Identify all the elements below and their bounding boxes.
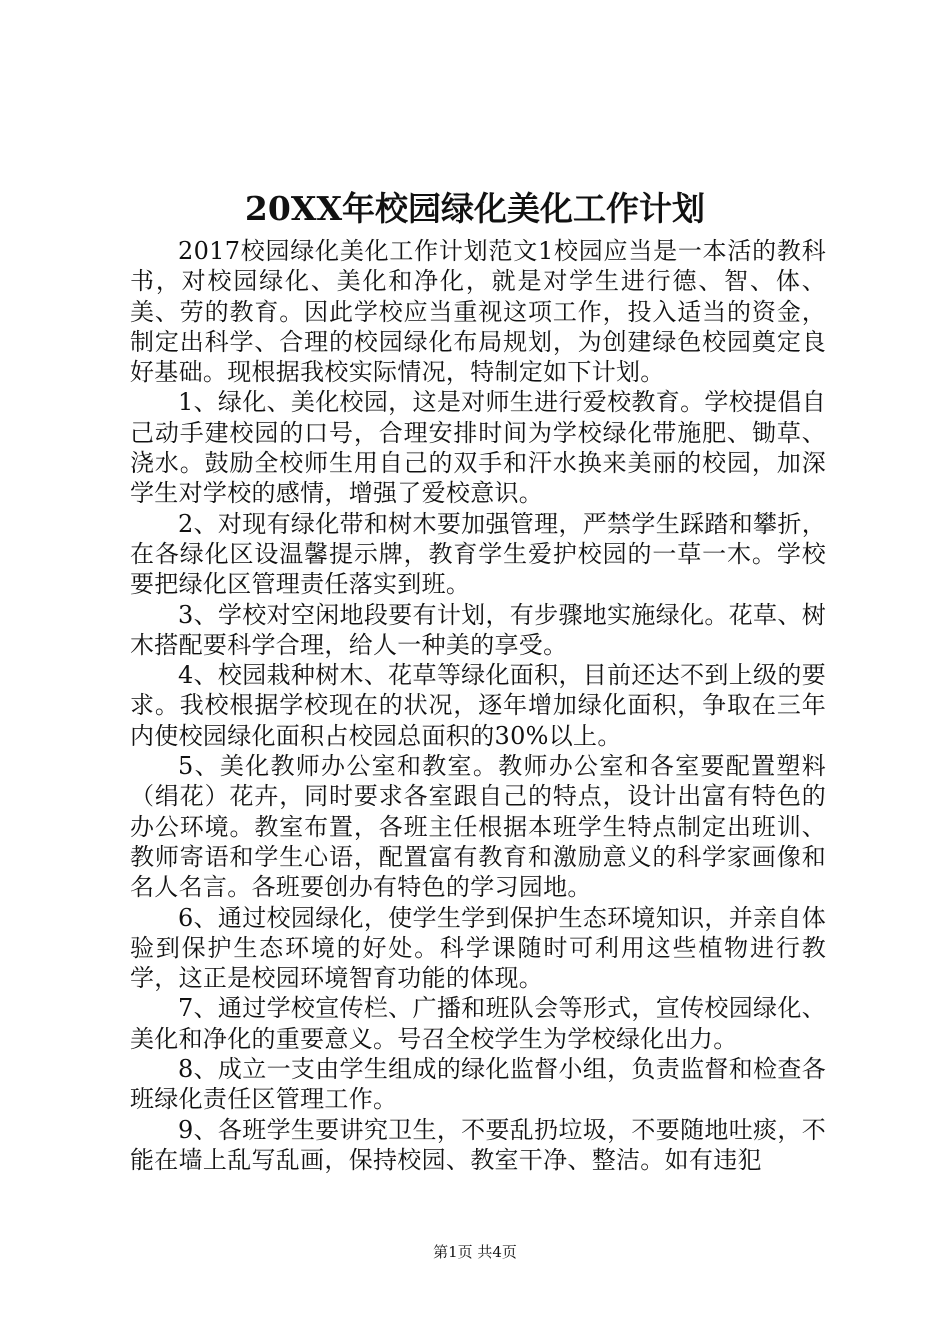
paragraph-item-1: 1、绿化、美化校园，这是对师生进行爱校教育。学校提倡自己动手建校园的口号，合理安排时间为学校绿化带施肥、锄草、浇水。鼓励全校师生用自己的双手和汗水换来美丽的校园，加深学生对学校的感情，增强了爱校意识。 bbox=[130, 388, 826, 508]
document-title: 20XX年校园绿化美化工作计划 bbox=[244, 189, 706, 228]
paragraph-item-9: 9、各班学生要讲究卫生，不要乱扔垃圾，不要随地吐痰，不能在墙上乱写乱画，保持校园、教室干净、整洁。如有违犯 bbox=[130, 1115, 826, 1174]
paragraph-item-7: 7、通过学校宣传栏、广播和班队会等形式，宣传校园绿化、美化和净化的重要意义。号召全校学生为学校绿化出力。 bbox=[130, 994, 826, 1053]
page-number-footer: 第1页 共4页 bbox=[433, 1243, 517, 1261]
paragraph-item-6: 6、通过校园绿化，使学生学到保护生态环境知识，并亲自体验到保护生态环境的好处。科学课随时可利用这些植物进行教学，这正是校园环境智育功能的体现。 bbox=[130, 903, 826, 993]
paragraph-intro: 2017校园绿化美化工作计划范文1校园应当是一本活的教科书，对校园绿化、美化和净化，就是对学生进行德、智、体、美、劳的教育。因此学校应当重视这项工作，投入适当的资金，制定出科学、合理的校园绿化布局规划，为创建绿色校园奠定良好基础。现根据我校实际情况，特制定如下计划。 bbox=[130, 237, 826, 387]
paragraph-item-3: 3、学校对空闲地段要有计划，有步骤地实施绿化。花草、树木搭配要科学合理，给人一种美的享受。 bbox=[130, 600, 826, 659]
paragraph-item-5: 5、美化教师办公室和教室。教师办公室和各室要配置塑料（绢花）花卉，同时要求各室跟自己的特点，设计出富有特色的办公环境。教室布置，各班主任根据本班学生特点制定出班训、教师寄语和学生心语，配置富有教育和激励意义的科学家画像和名人名言。各班要创办有特色的学习园地。 bbox=[130, 752, 826, 902]
paragraph-item-4: 4、校园栽种树木、花草等绿化面积，目前还达不到上级的要求。我校根据学校现在的状况，逐年增加绿化面积，争取在三年内使校园绿化面积占校园总面积的30%以上。 bbox=[130, 661, 826, 750]
paragraph-item-2: 2、对现有绿化带和树木要加强管理，严禁学生踩踏和攀折，在各绿化区设温馨提示牌，教育学生爱护校园的一草一木。学校要把绿化区管理责任落实到班。 bbox=[130, 509, 826, 599]
document-body bbox=[130, 236, 826, 1175]
paragraph-item-8: 8、成立一支由学生组成的绿化监督小组，负责监督和检查各班绿化责任区管理工作。 bbox=[130, 1055, 826, 1114]
